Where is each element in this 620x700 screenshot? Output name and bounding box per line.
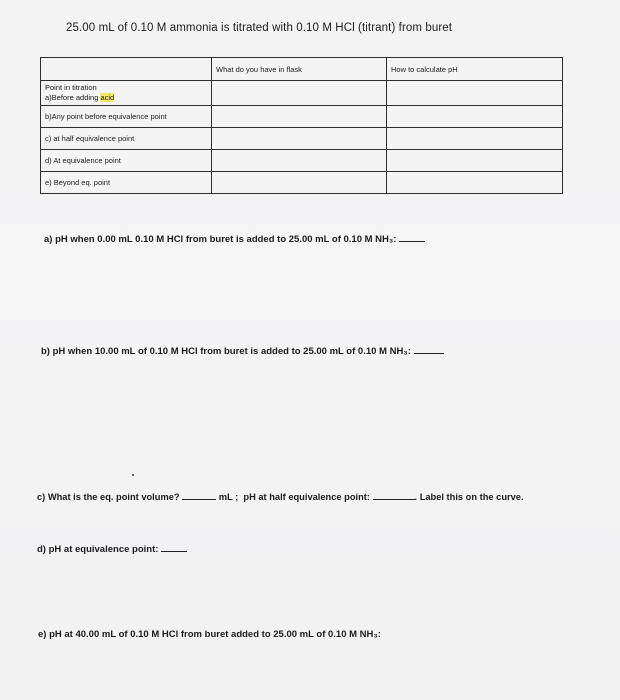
question-d-text: d) pH at equivalence point: — [37, 544, 162, 555]
answer-cell[interactable] — [387, 81, 563, 106]
answer-cell[interactable] — [212, 150, 387, 172]
titration-table — [40, 57, 563, 194]
question-a-text: a) pH when 0.00 mL 0.10 M HCl from buret is added to 25.00 mL of 0.10 M NH₃: — [44, 234, 400, 245]
question-c-label-text: . Label this on the curve. — [414, 492, 524, 502]
question-b — [41, 346, 444, 357]
table-row — [41, 81, 563, 106]
answer-cell[interactable] — [387, 150, 563, 172]
row-label-before-acid — [41, 81, 212, 106]
question-c-half-eq-text: pH at half equivalence point: — [243, 492, 373, 502]
answer-blank-half-eq-ph[interactable] — [373, 499, 415, 500]
stray-mark — [132, 474, 134, 476]
question-c-text: c) What is the eq. point volume? — [37, 492, 183, 502]
question-e-text: e) pH at 40.00 mL of 0.10 M HCl from buret added to 25.00 mL of 0.10 M NH₃: — [38, 629, 381, 640]
answer-cell[interactable] — [212, 81, 387, 106]
answer-blank-eq-volume[interactable] — [182, 499, 216, 500]
header-cell-empty — [41, 58, 212, 81]
table-row — [41, 150, 563, 172]
question-d — [37, 544, 187, 555]
point-in-titration-label: Point in titration — [45, 83, 97, 92]
question-c — [37, 492, 524, 502]
table-row — [41, 128, 563, 150]
answer-cell[interactable] — [212, 172, 387, 194]
answer-blank-a[interactable] — [399, 241, 425, 242]
table-header-row — [41, 58, 563, 81]
row-label-beyond-eq: e) Beyond eq. point — [41, 172, 212, 194]
row-label-before-eq: b)Any point before equivalence point — [41, 106, 212, 128]
question-b-text: b) pH when 10.00 mL of 0.10 M HCl from buret is added to 25.00 mL of 0.10 M NH₃: — [41, 346, 414, 357]
answer-cell[interactable] — [212, 106, 387, 128]
question-e — [38, 629, 381, 640]
answer-cell[interactable] — [212, 128, 387, 150]
header-flask: What do you have in flask — [212, 58, 387, 81]
header-calc-ph: How to calculate pH — [387, 58, 563, 81]
row-label-at-eq: d) At equivalence point — [41, 150, 212, 172]
answer-cell[interactable] — [387, 172, 563, 194]
question-a — [44, 234, 425, 245]
unit-ml: mL ; — [218, 492, 239, 502]
row-label-half-eq: c) at half equivalence point — [41, 128, 212, 150]
row-label-text: a)Before adding — [45, 93, 101, 102]
table-row — [41, 172, 563, 194]
answer-blank-b[interactable] — [414, 353, 444, 354]
highlighted-word: acid — [100, 93, 115, 102]
answer-cell[interactable] — [387, 106, 563, 128]
page-title: 25.00 mL of 0.10 M ammonia is titrated with 0.10 M HCl (titrant) from buret — [66, 22, 453, 34]
answer-blank-d[interactable] — [161, 551, 187, 552]
table-row — [41, 106, 563, 128]
answer-cell[interactable] — [387, 128, 563, 150]
